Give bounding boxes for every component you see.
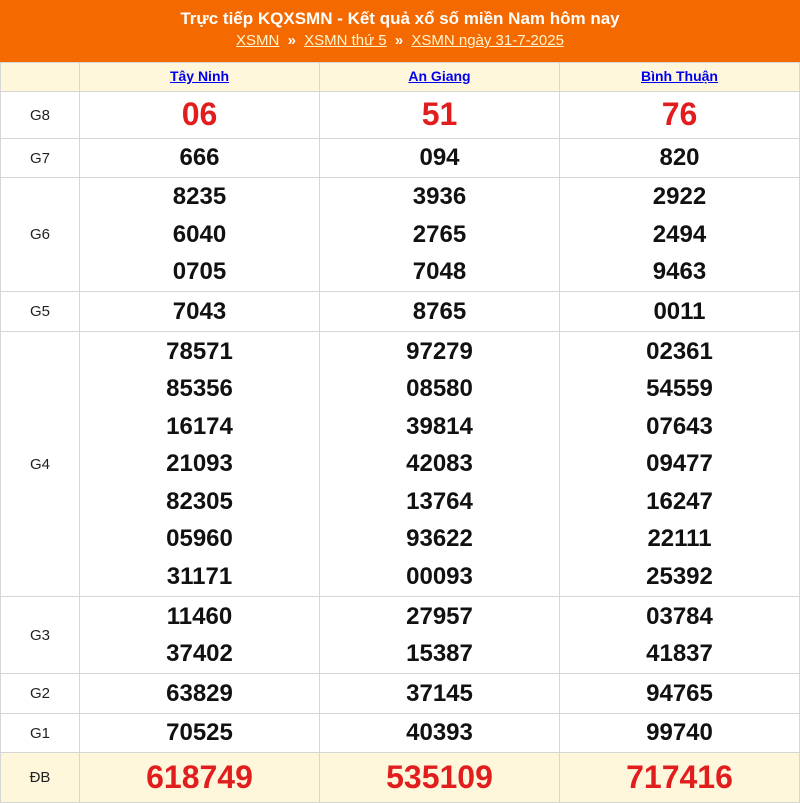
- province-link-tay-ninh[interactable]: Tây Ninh: [169, 68, 230, 84]
- prize-label: G6: [1, 178, 80, 292]
- prize-number: 00093: [406, 562, 473, 590]
- province-link-an-giang[interactable]: An Giang: [408, 68, 471, 84]
- province-header-row: [1, 63, 800, 92]
- prize-number: 8765: [412, 297, 467, 325]
- prize-number: 15387: [406, 640, 473, 667]
- prize-cell: [320, 92, 560, 139]
- prize-number: 820: [659, 144, 700, 172]
- province-header: [320, 63, 560, 92]
- results-table: [0, 62, 800, 803]
- prize-cell: [80, 714, 320, 753]
- prize-cell: [560, 92, 800, 139]
- prize-number: 06: [181, 96, 218, 133]
- prize-number: 42083: [406, 450, 473, 478]
- prize-number: 7048: [412, 258, 467, 286]
- prize-number: 70525: [166, 719, 233, 747]
- prize-number: 2494: [652, 220, 707, 248]
- prize-number: 76: [661, 96, 698, 133]
- prize-row-g5: [1, 292, 800, 332]
- prize-cell: [320, 714, 560, 753]
- prize-number: 08580: [406, 375, 473, 403]
- page-title: Trực tiếp KQXSMN - Kết quả xổ số miền Nam hôm nay: [180, 9, 620, 28]
- prize-number: 666: [179, 144, 220, 172]
- breadcrumb-link-xsmn[interactable]: XSMN: [236, 32, 280, 49]
- prize-number: 27957: [406, 602, 473, 630]
- prize-number: 41837: [646, 640, 713, 667]
- prize-number: 535109: [386, 758, 493, 795]
- prize-row-g2: [1, 674, 800, 714]
- prize-cell: [80, 332, 320, 597]
- prize-rows: [1, 92, 800, 803]
- prize-number: 7043: [172, 297, 227, 325]
- prize-label: G7: [1, 139, 80, 178]
- prize-row-g1: [1, 714, 800, 753]
- prize-number: 93622: [406, 525, 473, 553]
- prize-number: 16247: [646, 487, 713, 515]
- prize-number: 78571: [166, 337, 233, 365]
- prize-number: 37402: [166, 640, 233, 667]
- prize-cell: [320, 139, 560, 178]
- prize-label: G3: [1, 597, 80, 674]
- prize-cell: [560, 674, 800, 714]
- prize-cell: [80, 178, 320, 292]
- prize-number: 39814: [406, 412, 473, 440]
- prize-number: 22111: [647, 525, 712, 553]
- prize-number: 618749: [146, 758, 253, 795]
- prize-row-g8: [1, 92, 800, 139]
- prize-number: 31171: [166, 562, 233, 590]
- prize-number: 094: [419, 144, 460, 172]
- prize-cell: [80, 92, 320, 139]
- prize-cell: [560, 597, 800, 674]
- prize-cell: [320, 597, 560, 674]
- prize-number: 25392: [646, 562, 713, 590]
- prize-cell: [80, 753, 320, 803]
- results-header: [0, 0, 800, 62]
- prize-number: 11460: [166, 602, 233, 630]
- prize-label: G5: [1, 292, 80, 332]
- prize-number: 2765: [412, 220, 467, 248]
- prize-cell: [320, 332, 560, 597]
- prize-number: 9463: [652, 258, 707, 286]
- header-blank-cell: [1, 63, 80, 92]
- prize-number: 03784: [646, 602, 713, 630]
- prize-cell: [320, 674, 560, 714]
- prize-label: ĐB: [1, 753, 80, 803]
- prize-label: G4: [1, 332, 80, 597]
- prize-number: 0011: [653, 297, 706, 325]
- prize-label: G1: [1, 714, 80, 753]
- prize-row-db: [1, 753, 800, 803]
- province-header: [560, 63, 800, 92]
- prize-cell: [80, 597, 320, 674]
- prize-row-g7: [1, 139, 800, 178]
- prize-cell: [320, 292, 560, 332]
- breadcrumb-separator: »: [287, 32, 296, 49]
- prize-cell: [80, 139, 320, 178]
- prize-number: 54559: [646, 375, 713, 403]
- prize-cell: [320, 753, 560, 803]
- prize-number: 82305: [166, 487, 233, 515]
- province-link-binh-thuan[interactable]: Bình Thuận: [641, 68, 718, 84]
- prize-cell: [560, 178, 800, 292]
- prize-cell: [80, 674, 320, 714]
- breadcrumb: [0, 31, 800, 51]
- prize-number: 99740: [646, 719, 713, 747]
- prize-label: G8: [1, 92, 80, 139]
- breadcrumb-separator: »: [394, 32, 404, 49]
- prize-number: 02361: [646, 337, 713, 365]
- prize-row-g3: [1, 597, 800, 674]
- prize-number: 13764: [406, 487, 473, 515]
- prize-number: 717416: [626, 758, 733, 795]
- prize-row-g4: [1, 332, 800, 597]
- prize-cell: [320, 178, 560, 292]
- prize-cell: [80, 292, 320, 332]
- prize-label: G2: [1, 674, 80, 714]
- prize-cell: [560, 292, 800, 332]
- prize-number: 8235: [172, 183, 227, 211]
- prize-number: 21093: [166, 450, 233, 478]
- prize-number: 07643: [646, 412, 713, 440]
- breadcrumb-link-xsmn-thu-5[interactable]: XSMN thứ 5: [304, 32, 387, 49]
- prize-row-g6: [1, 178, 800, 292]
- prize-number: 51: [421, 96, 458, 133]
- prize-number: 94765: [646, 679, 713, 707]
- prize-number: 37145: [406, 679, 473, 707]
- prize-cell: [560, 714, 800, 753]
- prize-number: 16174: [166, 412, 233, 440]
- breadcrumb-link-xsmn-date[interactable]: XSMN ngày 31-7-2025: [411, 32, 564, 49]
- prize-number: 63829: [166, 679, 233, 707]
- prize-cell: [560, 753, 800, 803]
- prize-number: 97279: [406, 337, 473, 365]
- prize-number: 3936: [412, 183, 467, 211]
- prize-number: 05960: [166, 525, 233, 553]
- prize-number: 0705: [172, 258, 227, 286]
- prize-number: 85356: [166, 375, 233, 403]
- prize-number: 2922: [652, 183, 707, 211]
- province-header: [80, 63, 320, 92]
- prize-number: 40393: [406, 719, 473, 747]
- prize-number: 09477: [646, 450, 713, 478]
- prize-number: 6040: [172, 220, 227, 248]
- prize-cell: [560, 139, 800, 178]
- prize-cell: [560, 332, 800, 597]
